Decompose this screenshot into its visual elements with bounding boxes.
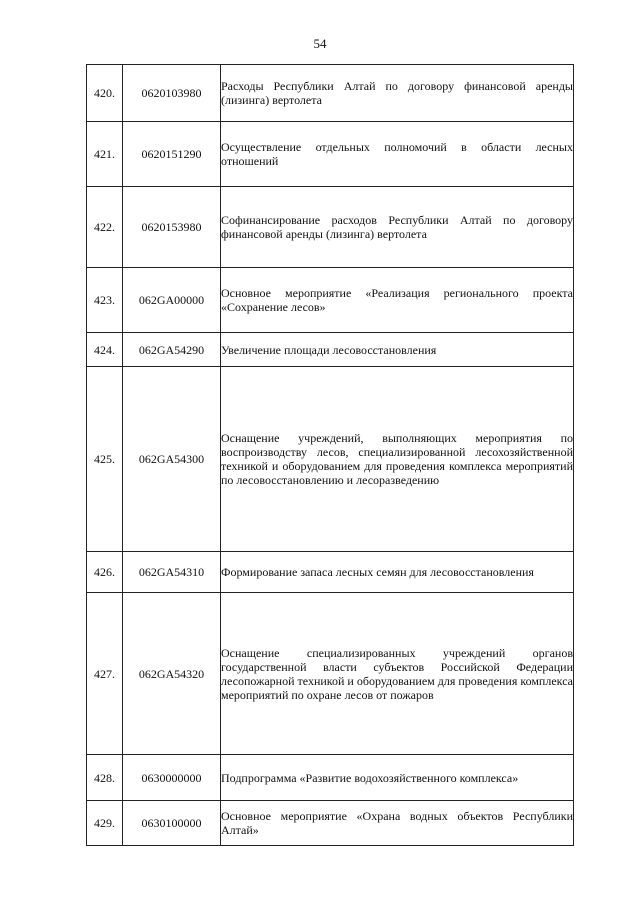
- row-description: Осуществление отдельных полномочий в области лесных отношений: [221, 122, 574, 187]
- row-number: 421.: [87, 122, 123, 187]
- budget-code: 0620153980: [123, 187, 221, 268]
- row-description: Оснащение специализированных учреждений органов государственной власти субъектов Российской Федерации лесопожарной техникой и оборудованием для проведения комплекса мероприятий по охране лесов от пожаров: [221, 593, 574, 755]
- budget-code: 062GA54320: [123, 593, 221, 755]
- budget-code: 0620103980: [123, 65, 221, 122]
- row-number: 425.: [87, 367, 123, 552]
- row-description: Формирование запаса лесных семян для лесовосстановления: [221, 552, 574, 593]
- budget-code: 0620151290: [123, 122, 221, 187]
- table-row: [87, 552, 574, 593]
- row-description: Расходы Республики Алтай по договору финансовой аренды (лизинга) вертолета: [221, 65, 574, 122]
- table-row: [87, 333, 574, 367]
- budget-code: 0630000000: [123, 755, 221, 801]
- budget-code: 0630100000: [123, 801, 221, 846]
- table-row: [87, 268, 574, 333]
- row-number: 429.: [87, 801, 123, 846]
- row-number: 424.: [87, 333, 123, 367]
- table-row: [87, 367, 574, 552]
- row-number: 427.: [87, 593, 123, 755]
- row-description: Увеличение площади лесовосстановления: [221, 333, 574, 367]
- row-number: 428.: [87, 755, 123, 801]
- row-number: 422.: [87, 187, 123, 268]
- table-row: [87, 122, 574, 187]
- budget-code: 062GA54310: [123, 552, 221, 593]
- table-row: [87, 801, 574, 846]
- row-description: Оснащение учреждений, выполняющих мероприятия по воспроизводству лесов, специализированной лесохозяйственной техникой и оборудованием для проведения комплекса мероприятий по лесовосстановлению и лесоразведению: [221, 367, 574, 552]
- row-description: Основное мероприятие «Охрана водных объектов Республики Алтай»: [221, 801, 574, 846]
- budget-code: 062GA00000: [123, 268, 221, 333]
- row-description: Основное мероприятие «Реализация регионального проекта «Сохранение лесов»: [221, 268, 574, 333]
- budget-code: 062GA54300: [123, 367, 221, 552]
- row-number: 426.: [87, 552, 123, 593]
- page-number: 54: [313, 36, 327, 51]
- budget-code: 062GA54290: [123, 333, 221, 367]
- table-row: [87, 593, 574, 755]
- budget-codes-table: [86, 64, 574, 846]
- row-number: 420.: [87, 65, 123, 122]
- table-row: [87, 187, 574, 268]
- row-number: 423.: [87, 268, 123, 333]
- row-description: Софинансирование расходов Республики Алтай по договору финансовой аренды (лизинга) вертолета: [221, 187, 574, 268]
- table-row: [87, 755, 574, 801]
- row-description: Подпрограмма «Развитие водохозяйственного комплекса»: [221, 755, 574, 801]
- table-row: [87, 65, 574, 122]
